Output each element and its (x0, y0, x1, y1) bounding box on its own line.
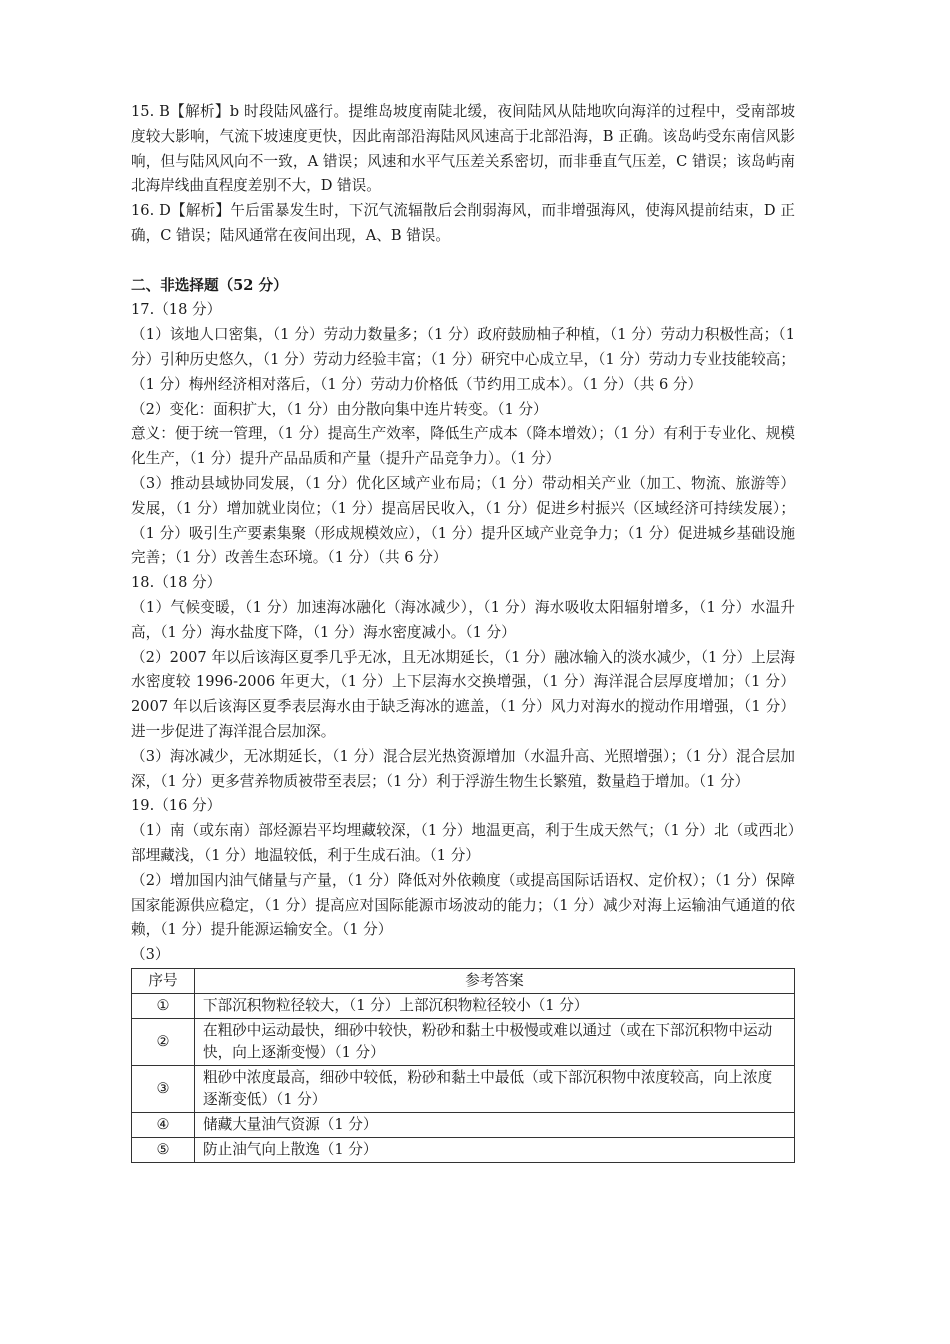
table-row (132, 1065, 795, 1112)
q17-heading: 17.（18 分） (131, 301, 222, 319)
row-number: ⑤ (132, 1137, 195, 1162)
table-row (132, 1137, 795, 1162)
row-answer: 下部沉积物粒径较大，（1 分）上部沉积物粒径较小（1 分） (195, 993, 795, 1018)
answer-page (131, 100, 795, 1163)
q19-part2: （2）增加国内油气储量与产量，（1 分）降低对外依赖度（或提高国际话语权、定价权）；（1 分）保障国家能源供应稳定，（1 分）提高应对国际能源市场波动的能力；（1 分）减少对海上运输油气通道的依赖，（1 分）提升能源运输安全。（1 分） (131, 871, 795, 939)
table-row (132, 993, 795, 1018)
q19-part3-label: （3） (131, 946, 170, 964)
spacer (131, 249, 795, 274)
q18-part2: （2）2007 年以后该海区夏季几乎无冰，且无冰期延长，（1 分）融冰输入的淡水减少，（1 分）上层海水密度较 1996-2006 年更大，（1 分）上下层海水交换增强，（1 分）海洋混合层厚度增加；（1 分）2007 年以后该海区夏季表层海水由于缺乏海冰的遮盖，（1 分）风力对海水的搅动作用增强，（1 分）进一步促进了海洋混合层加深。 (131, 648, 795, 740)
answer-table (131, 968, 795, 1163)
q17-part1: （1）该地人口密集，（1 分）劳动力数量多；（1 分）政府鼓励柚子种植，（1 分）劳动力积极性高；（1 分）引种历史悠久，（1 分）劳动力经验丰富；（1 分）研究中心成立早，（1 分）劳动力专业技能较高；（1 分）梅州经济相对落后，（1 分）劳动力价格低（节约用工成本）。（1 分）（共 6 分） (131, 326, 795, 393)
answer-q16: 16. D【解析】午后雷暴发生时，下沉气流辐散后会削弱海风，而非增强海风，使海风提前结束，D 正确，C 错误；陆风通常在夜间出现，A、B 错误。 (131, 202, 795, 244)
row-answer: 储藏大量油气资源（1 分） (195, 1112, 795, 1137)
q18-part1: （1）气候变暖，（1 分）加速海冰融化（海冰减少），（1 分）海水吸收太阳辐射增多，（1 分）水温升高，（1 分）海水盐度下降，（1 分）海水密度减小。（1 分） (131, 598, 795, 641)
row-answer: 防止油气向上散逸（1 分） (195, 1137, 795, 1162)
q19-part1: （1）南（或东南）部烃源岩平均埋藏较深，（1 分）地温更高，利于生成天然气；（1 分）北（或西北）部埋藏浅，（1 分）地温较低，利于生成石油。（1 分） (131, 822, 795, 864)
q17-part2-meaning: 意义：便于统一管理，（1 分）提高生产效率，降低生产成本（降本增效）；（1 分）有利于专业化、规模化生产，（1 分）提升产品品质和产量（提升产品竞争力）。（1 分） (131, 425, 795, 468)
header-number: 序号 (132, 968, 195, 993)
table-row (132, 1018, 795, 1065)
table-header-row (132, 968, 795, 993)
q18-part3: （3）海冰减少，无冰期延长，（1 分）混合层光热资源增加（水温升高、光照增强）；（1 分）混合层加深，（1 分）更多营养物质被带至表层；（1 分）利于浮游生物生长繁殖，数量趋于增加。（1 分） (131, 747, 795, 790)
row-number: ② (132, 1018, 195, 1065)
q17-part2: （2）变化：面积扩大，（1 分）由分散向集中连片转变。（1 分） (131, 400, 548, 418)
section-title: 二、非选择题（52 分） (131, 276, 288, 294)
row-number: ① (132, 993, 195, 1018)
row-answer: 在粗砂中运动最快，细砂中较快，粉砂和黏土中极慢或难以通过（或在下部沉积物中运动快，向上逐渐变慢）（1 分） (195, 1018, 795, 1065)
row-answer: 粗砂中浓度最高，细砂中较低，粉砂和黏土中最低（或下部沉积物中浓度较高，向上浓度逐渐变低）（1 分） (195, 1065, 795, 1112)
q18-heading: 18.（18 分） (131, 574, 222, 592)
q17-part3: （3）推动县域协同发展，（1 分）优化区域产业布局；（1 分）带动相关产业（加工、物流、旅游等）发展，（1 分）增加就业岗位；（1 分）提高居民收入，（1 分）促进乡村振兴（区域经济可持续发展）；（1 分）吸引生产要素集聚（形成规模效应），（1 分）提升区域产业竞争力；（1 分）促进城乡基础设施完善；（1 分）改善生态环境。（1 分）（共 6 分） (131, 474, 795, 567)
row-number: ③ (132, 1065, 195, 1112)
row-number: ④ (132, 1112, 195, 1137)
table-row (132, 1112, 795, 1137)
answer-q15: 15. B【解析】b 时段陆风盛行。提维岛坡度南陡北缓，夜间陆风从陆地吹向海洋的过程中，受南部坡度较大影响，气流下坡速度更快，因此南部沿海陆风风速高于北部沿海，B 正确。该岛屿受东南信风影响，但与陆风风向不一致，A 错误；风速和水平气压差关系密切，而非垂直气压差，C 错误；该岛屿南北海岸线曲直程度差别不大，D 错误。 (131, 103, 795, 195)
q19-heading: 19.（16 分） (131, 797, 222, 815)
header-answer: 参考答案 (195, 968, 795, 993)
